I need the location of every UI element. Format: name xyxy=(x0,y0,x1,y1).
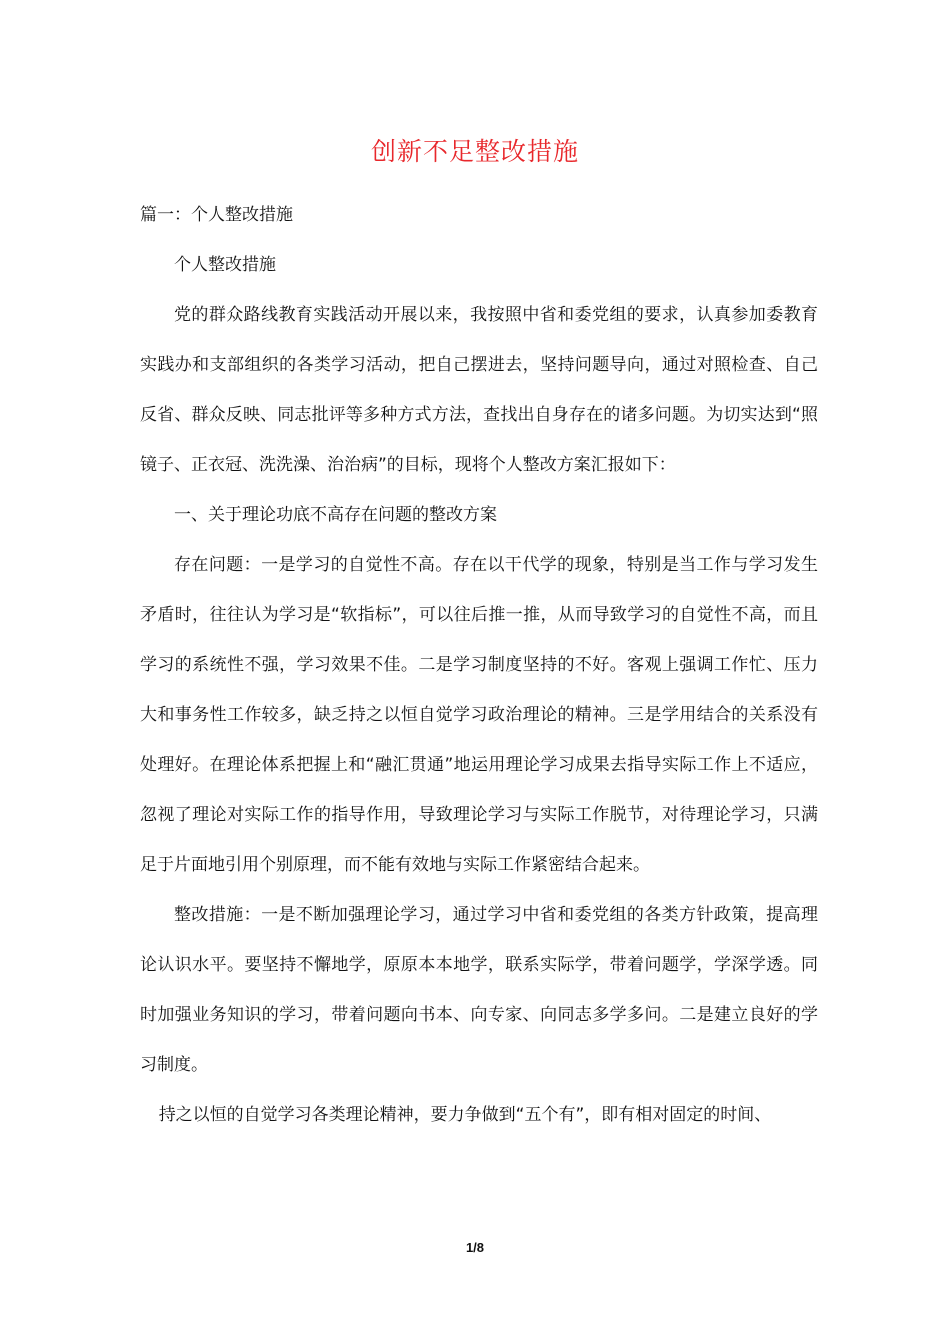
paragraph-intro: 党的群众路线教育实践活动开展以来，我按照中省和委党组的要求，认真参加委教育实践办和支部组织的各类学习活动，把自己摆进去，坚持问题导向，通过对照检查、自己反省、群众反映、同志批评等多种方式方法，查找出自身存在的诸多问题。为切实达到“照镜子、正衣冠、洗洗澡、治治病”的目标，现将个人整改方案汇报如下： xyxy=(140,305,818,475)
paragraph-problems: 存在问题：一是学习的自觉性不高。存在以干代学的现象，特别是当工作与学习发生矛盾时，往往认为学习是“软指标”，可以往后推一推，从而导致学习的自觉性不高，而且学习的系统性不强，学习效果不佳。二是学习制度坚持的不好。客观上强调工作忙、压力大和事务性工作较多，缺乏持之以恒自觉学习政治理论的精神。三是学用结合的关系没有处理好。在理论体系把握上和“融汇贯通”地运用理论学习成果去指导实际工作上不适应，忽视了理论对实际工作的指导作用，导致理论学习与实际工作脱节，对待理论学习，只满足于片面地引用个别原理，而不能有效地与实际工作紧密结合起来。 xyxy=(140,555,818,875)
subtitle: 个人整改措施 xyxy=(174,255,276,275)
subsection-heading: 一、关于理论功底不高存在问题的整改方案 xyxy=(174,505,497,525)
document-title: 创新不足整改措施 xyxy=(370,137,579,166)
page-number: 1/8 xyxy=(465,1240,485,1255)
document-body xyxy=(140,190,818,1140)
section-heading: 篇一：个人整改措施 xyxy=(140,205,293,225)
paragraph-continuation: 持之以恒的自觉学习各类理论精神，要力争做到“五个有”，即有相对固定的时间、 xyxy=(158,1105,772,1125)
paragraph-measures: 整改措施：一是不断加强理论学习，通过学习中省和委党组的各类方针政策，提高理论认识水平。要坚持不懈地学，原原本本地学，联系实际学，带着问题学，学深学透。同时加强业务知识的学习，带着问题向书本、向专家、向同志多学多问。二是建立良好的学习制度。 xyxy=(140,905,818,1075)
